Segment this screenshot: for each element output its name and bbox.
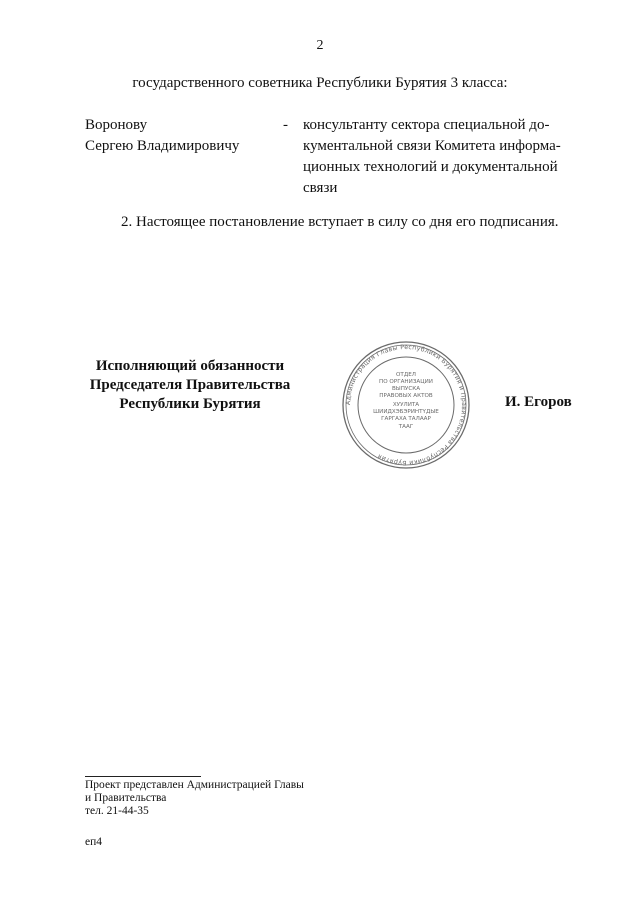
seal-line: ОТДЕЛ xyxy=(396,372,416,378)
signer-title-line: Председателя Правительства xyxy=(89,377,291,393)
appointee-position xyxy=(303,115,573,199)
footnote-line: Проект представлен Администрацией Главы xyxy=(85,779,304,791)
position-line: кументальной связи Комитета информа- xyxy=(303,138,561,154)
appointee-given-names: Сергею Владимировичу xyxy=(85,138,240,154)
signer-title-line: Исполняющий обязанности xyxy=(95,358,285,374)
appointee-surname: Воронову xyxy=(85,117,148,133)
footnote-line: и Правительства xyxy=(85,792,167,804)
signer-title xyxy=(70,357,310,414)
seal-line: ШИИДХЭБЭРИНТҮДЫЕ xyxy=(373,409,439,415)
seal-line: ВЫПУСКА xyxy=(391,386,421,392)
seal-line: ХУУЛИТА xyxy=(392,402,420,408)
seal-line: ТААГ xyxy=(398,424,414,430)
page-number: 2 xyxy=(316,38,324,53)
footnote-divider xyxy=(85,776,201,777)
seal-line: ГАРГАХА ТАЛААР xyxy=(381,416,431,422)
rank-heading: государственного советника Республики Бурятия 3 класса: xyxy=(132,75,508,91)
position-line: связи xyxy=(303,180,338,196)
document-code: еп4 xyxy=(85,836,103,848)
signer-title-line: Республики Бурятия xyxy=(119,396,261,412)
appointee-name xyxy=(85,115,275,157)
position-line: консультанту сектора специальной до- xyxy=(303,117,550,133)
footnote-phone: тел. 21-44-35 xyxy=(85,805,149,817)
seal-inner-text xyxy=(373,372,439,430)
seal-line: ПО ОРГАНИЗАЦИИ xyxy=(379,379,433,385)
appointee-dash: - xyxy=(283,117,288,133)
signer-name: И. Егоров xyxy=(505,394,572,410)
clause-effective-date: 2. Настоящее постановление вступает в силу со дня его подписания. xyxy=(121,214,559,230)
position-line: ционных технологий и документальной xyxy=(303,159,558,175)
footnote xyxy=(85,779,304,818)
seal-outer-text: Администрация Главы Республики Бурятия и Правительства Республики Бурятия xyxy=(344,343,468,467)
official-seal xyxy=(336,340,476,470)
seal-line: ПРАВОВЫХ АКТОВ xyxy=(379,393,433,399)
